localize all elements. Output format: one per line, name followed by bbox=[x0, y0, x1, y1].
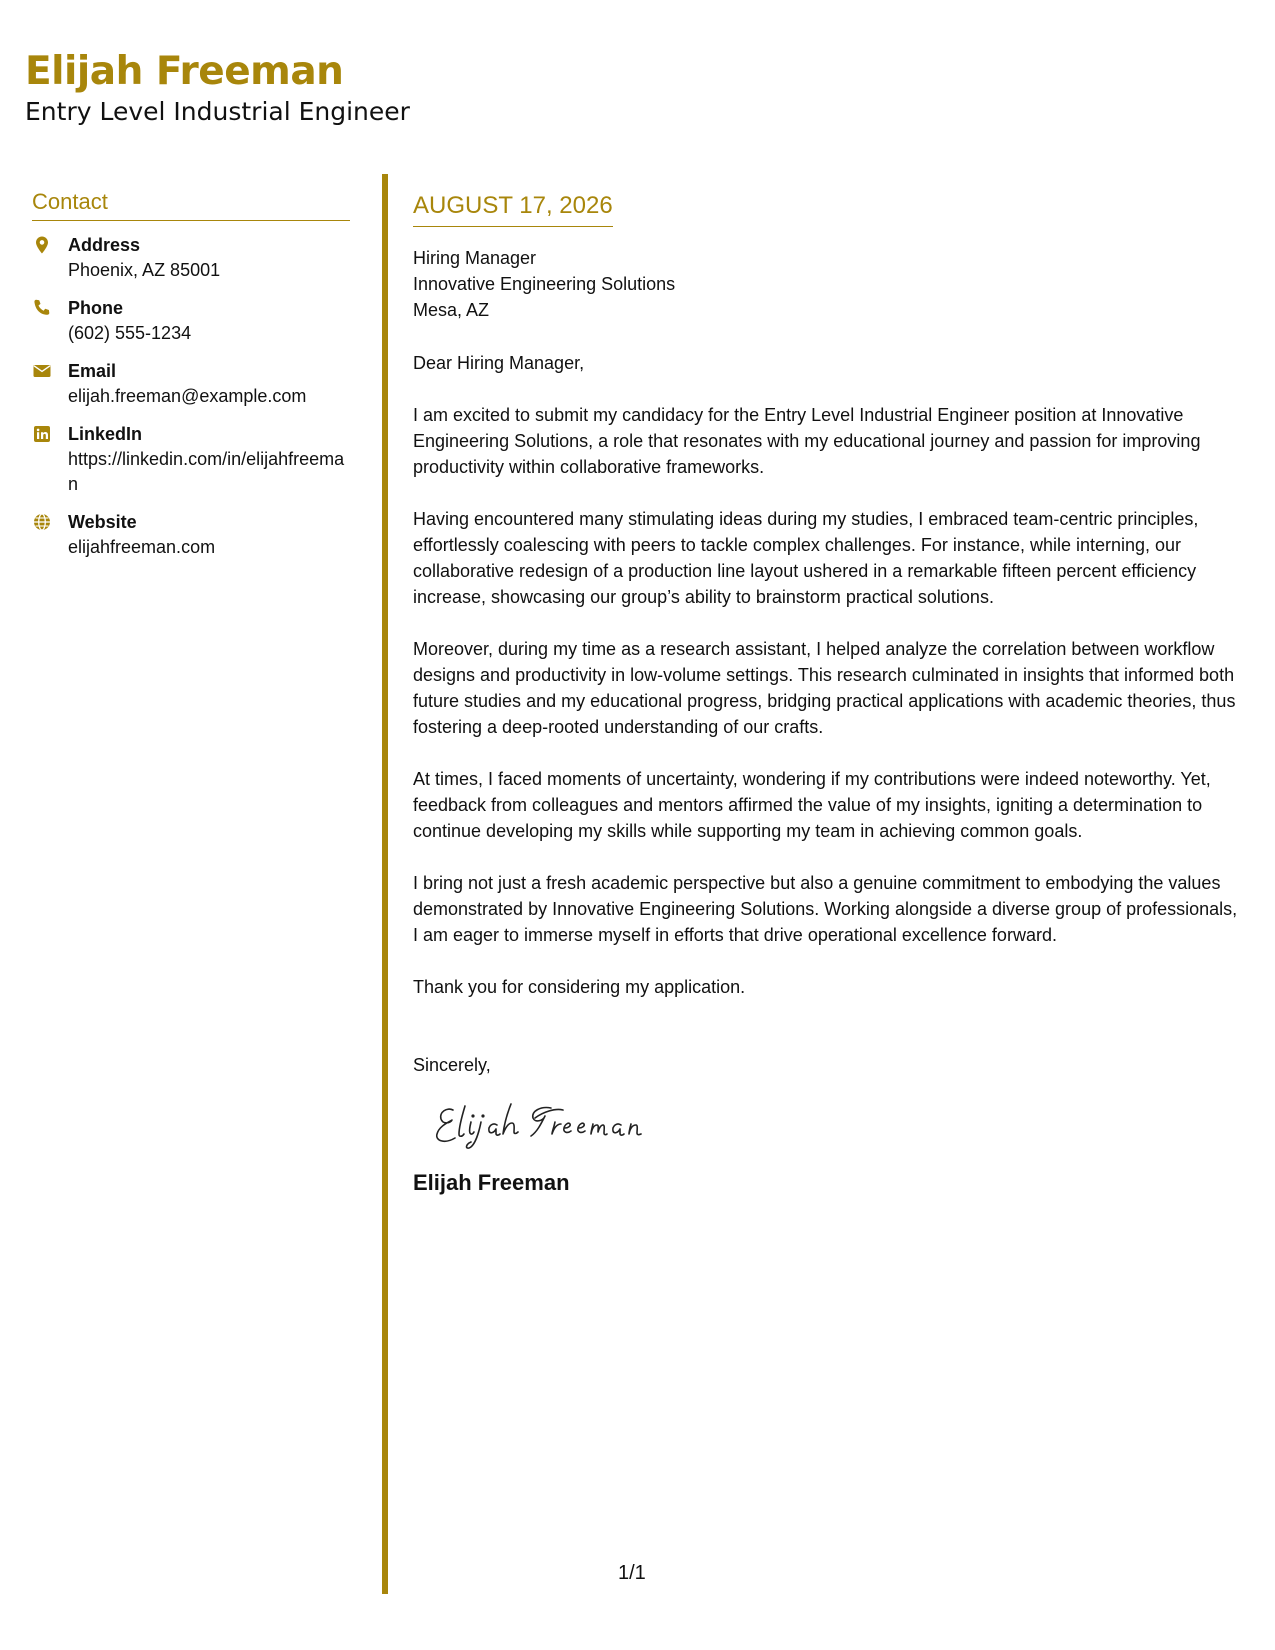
contact-heading: Contact bbox=[32, 188, 350, 221]
letter-date: AUGUST 17, 2026 bbox=[413, 192, 613, 219]
letter-date-block bbox=[413, 190, 613, 227]
contact-item-linkedin bbox=[32, 422, 350, 497]
contact-item-email bbox=[32, 359, 350, 409]
recipient-block bbox=[413, 245, 1243, 323]
contact-sidebar bbox=[32, 188, 350, 573]
contact-label: Website bbox=[68, 512, 137, 532]
applicant-name: Elijah Freeman bbox=[25, 49, 344, 94]
envelope-icon bbox=[32, 361, 52, 381]
address-value: Phoenix, AZ 85001 bbox=[68, 260, 221, 280]
email-value[interactable]: elijah.freeman@example.com bbox=[68, 386, 307, 406]
contact-item-address bbox=[32, 233, 350, 283]
recipient-company: Innovative Engineering Solutions bbox=[413, 274, 676, 294]
resume-header bbox=[25, 46, 410, 128]
job-title: Entry Level Industrial Engineer bbox=[25, 97, 410, 126]
contact-item-phone bbox=[32, 296, 350, 346]
handwritten-signature bbox=[431, 1096, 1243, 1156]
paragraph: Thank you for considering my application. bbox=[413, 977, 746, 997]
phone-icon bbox=[32, 298, 52, 318]
linkedin-icon bbox=[32, 424, 52, 444]
closing: Sincerely, bbox=[413, 1055, 491, 1075]
phone-value: (602) 555-1234 bbox=[68, 323, 192, 343]
contact-label: LinkedIn bbox=[68, 424, 143, 444]
vertical-divider bbox=[382, 174, 388, 1594]
signer-name: Elijah Freeman bbox=[413, 1170, 570, 1195]
website-value[interactable]: elijahfreeman.com bbox=[68, 537, 216, 557]
globe-icon bbox=[32, 512, 52, 532]
contact-item-website bbox=[32, 510, 350, 560]
recipient-location: Mesa, AZ bbox=[413, 300, 490, 320]
paragraph: At times, I faced moments of uncertainty, wondering if my contributions were indeed noteworthy. Yet, feedback from colleagues and mentors affirmed the value of my insights, igniting a determination to continue developing my skills while supporting my team in achieving common goals. bbox=[413, 769, 1211, 841]
linkedin-value[interactable]: https://linkedin.com/in/elijahfreeman bbox=[68, 449, 345, 494]
paragraph: Having encountered many stimulating ideas during my studies, I embraced team-centric principles, effortlessly coalescing with peers to tackle complex challenges. For instance, while interning, our collaborative redesign of a production line layout ushered in a remarkable fifteen percent efficiency increase, showcasing our group’s ability to brainstorm practical solutions. bbox=[413, 509, 1199, 607]
letter-body bbox=[413, 190, 1243, 1198]
paragraph: I bring not just a fresh academic perspective but also a genuine commitment to embodying the values demonstrated by Innovative Engineering Solutions. Working alongside a diverse group of professionals, I am eager to immerse myself in efforts that drive operational excellence forward. bbox=[413, 873, 1238, 945]
salutation: Dear Hiring Manager, bbox=[413, 353, 585, 373]
paragraph: Moreover, during my time as a research assistant, I helped analyze the correlation between workflow designs and productivity in low-volume settings. This research culminated in insights that informed both future studies and my educational progress, bridging practical applications with academic theories, thus fostering a deep-rooted understanding of our crafts. bbox=[413, 639, 1236, 737]
contact-label: Address bbox=[68, 235, 141, 255]
map-pin-icon bbox=[32, 235, 52, 255]
recipient-title: Hiring Manager bbox=[413, 248, 537, 268]
paragraph: I am excited to submit my candidacy for the Entry Level Industrial Engineer position at Innovative Engineering Solutions, a role that resonates with my educational journey and passion for improving productivity within collaborative frameworks. bbox=[413, 405, 1201, 477]
contact-list bbox=[32, 233, 350, 560]
page-number: 1/1 bbox=[618, 1562, 646, 1584]
contact-label: Email bbox=[68, 361, 117, 381]
contact-label: Phone bbox=[68, 298, 124, 318]
